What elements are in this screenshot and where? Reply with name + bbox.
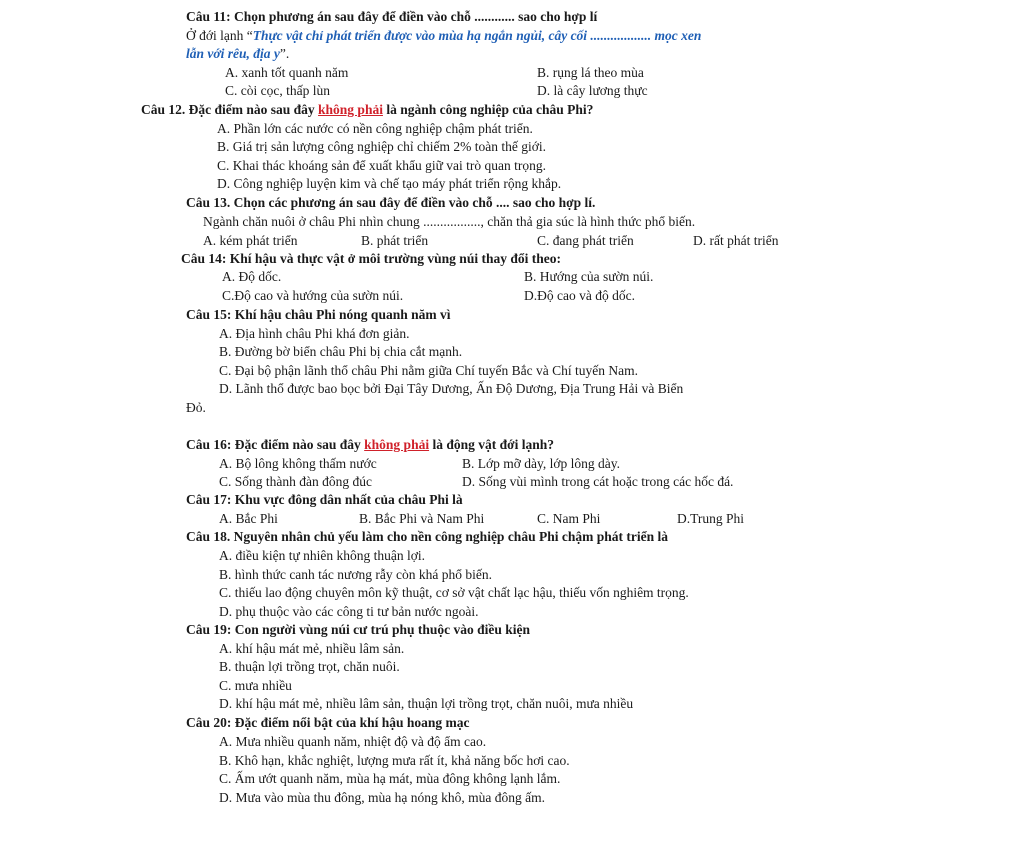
question-18-option-a: A. điều kiện tự nhiên không thuận lợi. [219, 548, 426, 563]
question-11-quote-2: lẫn với rêu, địa y [186, 46, 280, 61]
question-20-option-a: A. Mưa nhiều quanh năm, nhiệt độ và độ ẩm cao. [219, 734, 487, 749]
question-17-option-c: C. Nam Phi [537, 511, 601, 526]
question-16-option-a: A. Bộ lông không thấm nước [219, 456, 377, 471]
question-17-title: Câu 17: Khu vực đông dân nhất của châu Phi là [186, 492, 463, 507]
question-17-option-a: A. Bắc Phi [219, 511, 278, 526]
question-15-option-d-cont: Đỏ. [186, 400, 206, 415]
question-14-option-c: C.Độ cao và hướng của sườn núi. [222, 288, 404, 303]
question-16-title-after: là động vật đới lạnh? [429, 437, 554, 452]
question-13-stem: Ngành chăn nuôi ở châu Phi nhìn chung ................., chăn thả gia súc là hình thức phổ biến. [203, 214, 696, 229]
question-19-option-a: A. khí hậu mát mẻ, nhiều lâm sản. [219, 641, 405, 656]
question-11-option-b: B. rụng lá theo mùa [537, 65, 644, 80]
question-13-option-d: D. rất phát triển [693, 233, 779, 248]
question-15-option-a: A. Địa hình châu Phi khá đơn giản. [219, 326, 410, 341]
question-11-quote-1: Thực vật chỉ phát triển được vào mùa hạ ngắn ngủi, cây cối .................. mọc xen [252, 28, 702, 43]
question-13-title: Câu 13. Chọn các phương án sau đây để điền vào chỗ .... sao cho hợp lí. [186, 195, 596, 210]
question-19-option-d: D. khí hậu mát mẻ, nhiều lâm sản, thuận lợi trồng trọt, chăn nuôi, mưa nhiều [219, 696, 634, 711]
question-11-stem [186, 27, 701, 44]
question-14-title: Câu 14: Khí hậu và thực vật ở môi trường vùng núi thay đổi theo: [181, 251, 561, 266]
question-18-option-c: C. thiếu lao động chuyên môn kỹ thuật, cơ sở vật chất lạc hậu, thiếu vốn nghiêm trọng. [219, 585, 689, 600]
question-12-title [141, 101, 593, 118]
question-14-option-a: A. Độ dốc. [222, 269, 282, 284]
question-13-option-b: B. phát triển [361, 233, 429, 248]
question-20-title: Câu 20: Đặc điểm nổi bật của khí hậu hoang mạc [186, 715, 470, 730]
question-20-option-d: D. Mưa vào mùa thu đông, mùa hạ nóng khô, mùa đông ấm. [219, 790, 546, 805]
question-11-option-a: A. xanh tốt quanh năm [225, 65, 349, 80]
question-11-option-c: C. còi cọc, thấp lùn [225, 83, 330, 98]
question-12-option-d: D. Công nghiệp luyện kim và chế tạo máy phát triển rộng khắp. [217, 176, 562, 191]
question-11-title: Câu 11: Chọn phương án sau đây để điền vào chỗ ............ sao cho hợp lí [186, 9, 598, 24]
question-11-stem-suffix: ”. [279, 46, 290, 61]
question-11-option-d: D. là cây lương thực [537, 83, 648, 98]
question-13-option-a: A. kém phát triển [203, 233, 298, 248]
question-16-title-before: Câu 16: Đặc điểm nào sau đây [186, 437, 365, 452]
question-19-option-b: B. thuận lợi trồng trọt, chăn nuôi. [219, 659, 400, 674]
question-12-negation: không phải [318, 102, 383, 117]
question-16-title [186, 436, 554, 453]
question-14-option-b: B. Hướng của sườn núi. [524, 269, 654, 284]
question-15-option-b: B. Đường bờ biển châu Phi bị chia cắt mạnh. [219, 344, 463, 359]
question-16-option-b: B. Lớp mỡ dày, lớp lông dày. [462, 456, 621, 471]
question-12-title-after: là ngành công nghiệp của châu Phi? [382, 102, 594, 117]
question-14-option-d: D.Độ cao và độ dốc. [524, 288, 635, 303]
question-20-option-b: B. Khô hạn, khắc nghiệt, lượng mưa rất ít, khả năng bốc hơi cao. [219, 753, 570, 768]
question-11-stem-cont [186, 45, 289, 62]
question-16-negation: không phải [364, 437, 430, 452]
question-12-option-c: C. Khai thác khoáng sản để xuất khẩu giữ vai trò quan trọng. [217, 158, 546, 173]
question-19-title: Câu 19: Con người vùng núi cư trú phụ thuộc vào điều kiện [186, 622, 531, 637]
question-15-title: Câu 15: Khí hậu châu Phi nóng quanh năm vì [186, 307, 451, 322]
question-18-option-d: D. phụ thuộc vào các công ti tư bản nước ngoài. [219, 604, 479, 619]
question-11-stem-prefix: Ở đới lạnh “ [186, 28, 253, 43]
question-12-option-b: B. Giá trị sản lượng công nghiệp chỉ chiếm 2% toàn thế giới. [217, 139, 547, 154]
question-17-option-d: D.Trung Phi [677, 511, 745, 526]
question-20-option-c: C. Ấm ướt quanh năm, mùa hạ mát, mùa đông không lạnh lắm. [219, 771, 561, 786]
question-15-option-d: D. Lãnh thổ được bao bọc bởi Đại Tây Dương, Ấn Độ Dương, Địa Trung Hải và Biển [219, 381, 684, 396]
question-15-option-c: C. Đại bộ phận lãnh thổ châu Phi nằm giữa Chí tuyến Bắc và Chí tuyến Nam. [219, 363, 638, 378]
question-12-option-a: A. Phần lớn các nước có nền công nghiệp chậm phát triển. [217, 121, 533, 136]
question-18-option-b: B. hình thức canh tác nương rẫy còn khá phổ biến. [219, 567, 492, 582]
question-18-title: Câu 18. Nguyên nhân chủ yếu làm cho nền công nghiệp châu Phi chậm phát triển là [186, 529, 668, 544]
question-12-title-before: Câu 12. Đặc điểm nào sau đây [141, 102, 319, 117]
question-19-option-c: C. mưa nhiều [219, 678, 292, 693]
question-16-option-d: D. Sống vùi mình trong cát hoặc trong các hốc đá. [462, 474, 734, 489]
question-16-option-c: C. Sống thành đàn đông đúc [219, 474, 372, 489]
question-17-option-b: B. Bắc Phi và Nam Phi [359, 511, 485, 526]
question-13-option-c: C. đang phát triển [537, 233, 634, 248]
